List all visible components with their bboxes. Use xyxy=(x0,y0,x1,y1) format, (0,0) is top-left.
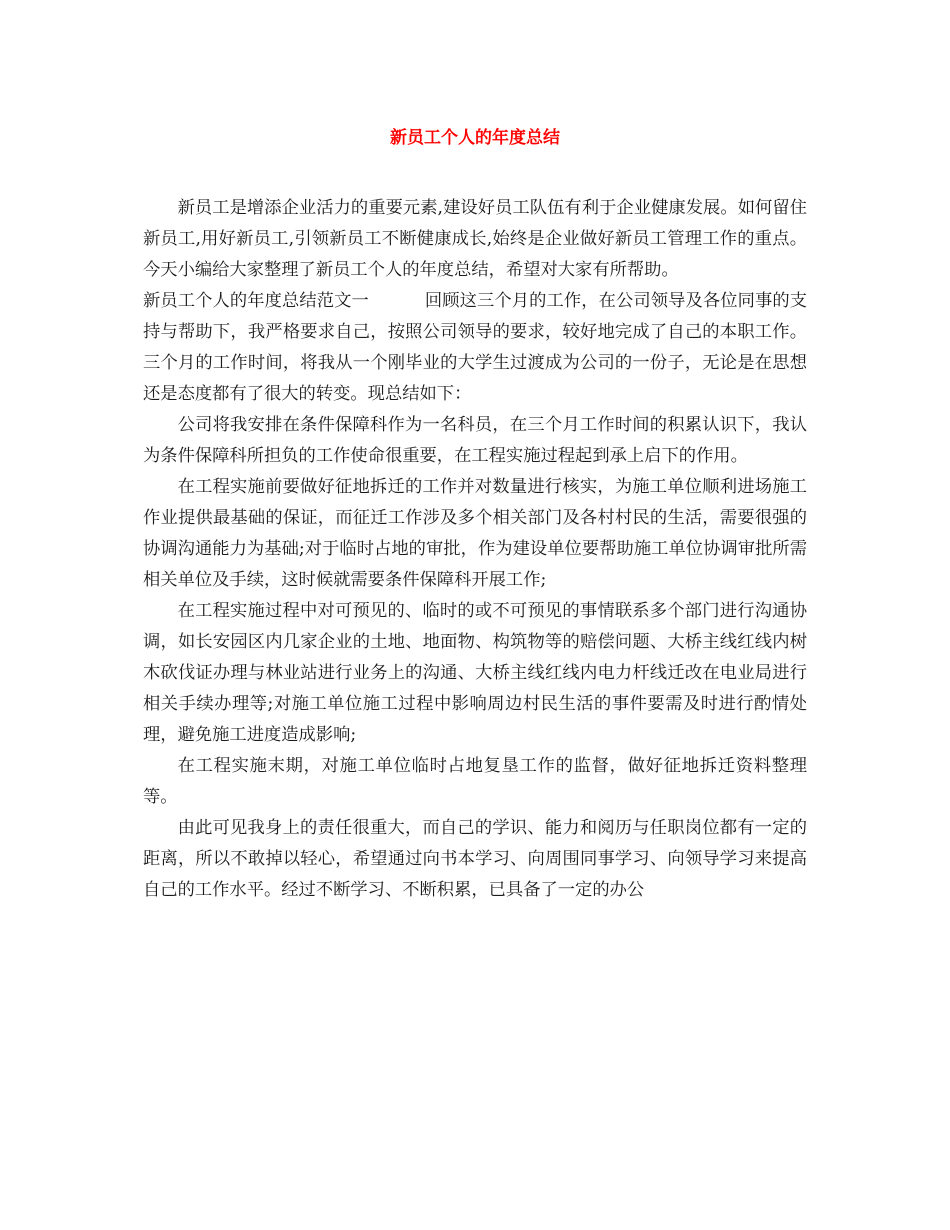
body-paragraph-1: 公司将我安排在条件保障科作为一名科员，在三个月工作时间的积累认识下，我认为条件保障科所担负的工作使命很重要，在工程实施过程起到承上启下的作用。 xyxy=(143,415,807,466)
document-title: 新员工个人的年度总结 xyxy=(390,128,560,148)
body-paragraph-5: 由此可见我身上的责任很重大，而自己的学识、能力和阅历与任职岗位都有一定的距离，所以不敢掉以轻心，希望通过向书本学习、向周围同事学习、向领导学习来提高自己的工作水平。经过不断学习、不断积累，已具备了一定的办公 xyxy=(143,818,807,900)
body-paragraph-2: 在工程实施前要做好征地拆迁的工作并对数量进行核实，为施工单位顺利进场施工作业提供最基础的保证，而征迁工作涉及多个相关部门及各村村民的生活，需要很强的协调沟通能力为基础;对于临时占地的审批，作为建设单位要帮助施工单位协调审批所需相关单位及手续，这时候就需要条件保障科开展工作; xyxy=(143,477,807,590)
document-body xyxy=(143,193,807,906)
body-paragraph-3: 在工程实施过程中对可预见的、临时的或不可预见的事情联系多个部门进行沟通协调，如长安园区内几家企业的土地、地面物、构筑物等的赔偿问题、大桥主线红线内树木砍伐证办理与林业站进行业务上的沟通、大桥主线红线内电力杆线迁改在电业局进行相关手续办理等;对施工单位施工过程中影响周边村民生活的事件要需及时进行酌情处理，避免施工进度造成影响; xyxy=(143,601,807,745)
section-paragraph xyxy=(143,286,807,410)
section-lead: 回顾这三个月的工作，在公司领导及各位同事的支持与帮助下，我严格要求自己，按照公司领导的要求，较好地完成了自己的本职工作。三个月的工作时间，将我从一个刚毕业的大学生过渡成为公司的一份子，无论是在思想还是态度都有了很大的转变。现总结如下： xyxy=(143,291,807,404)
section-heading: 新员工个人的年度总结范文一 xyxy=(143,291,369,311)
intro-paragraph: 新员工是增添企业活力的重要元素,建设好员工队伍有利于企业健康发展。如何留住新员工,用好新员工,引领新员工不断健康成长,始终是企业做好新员工管理工作的重点。今天小编给大家整理了新员工个人的年度总结，希望对大家有所帮助。 xyxy=(143,198,807,280)
body-paragraph-4: 在工程实施末期，对施工单位临时占地复垦工作的监督，做好征地拆迁资料整理等。 xyxy=(143,756,807,807)
